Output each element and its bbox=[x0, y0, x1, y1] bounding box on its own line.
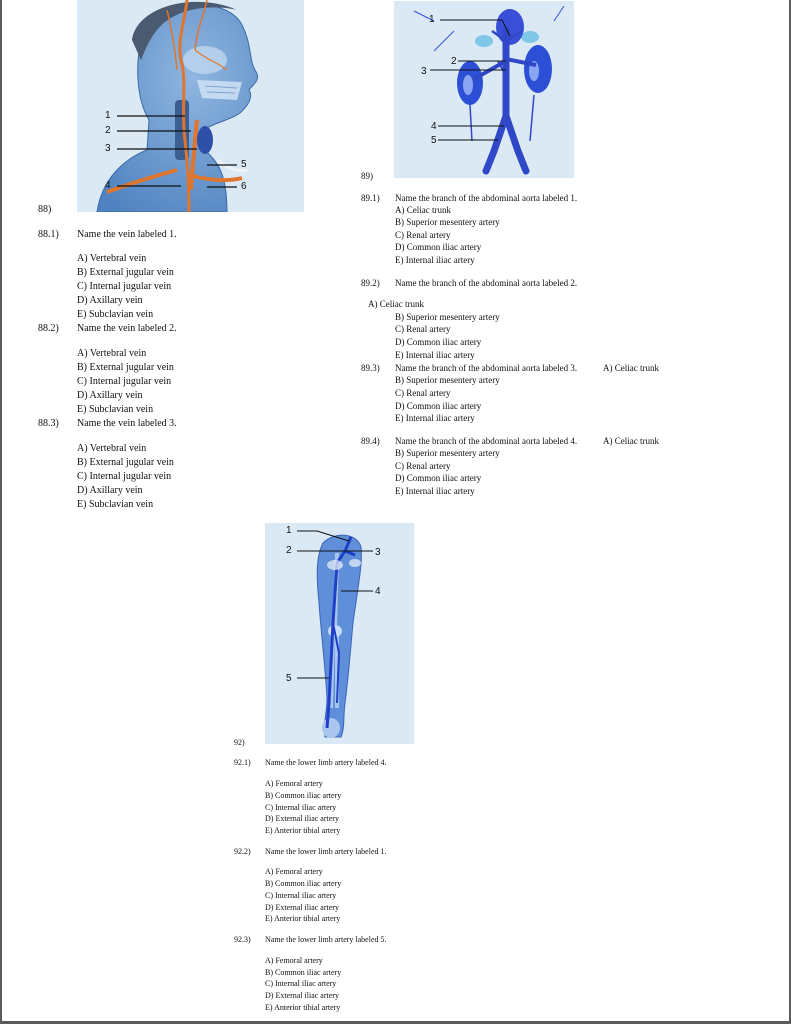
q88-3-id: 88.3) bbox=[38, 418, 59, 429]
q92-3-option-e[interactable]: E) Anterior tibial artery bbox=[265, 1003, 341, 1012]
q88-2-question: Name the vein labeled 2. bbox=[77, 323, 177, 334]
q88-2-option-b[interactable]: B) External jugular vein bbox=[77, 362, 174, 373]
q89-1-option-a[interactable]: A) Celiac trunk bbox=[395, 205, 451, 215]
head-neck-veins-figure bbox=[77, 0, 304, 212]
q89-4-id: 89.4) bbox=[361, 436, 380, 446]
fig92-label-1: 1 bbox=[286, 525, 292, 536]
q92-1-option-b[interactable]: B) Common iliac artery bbox=[265, 791, 342, 800]
q92-1-option-c[interactable]: C) Internal iliac artery bbox=[265, 803, 337, 812]
q92-1-option-a[interactable]: A) Femoral artery bbox=[265, 779, 323, 788]
q88-3-option-c[interactable]: C) Internal jugular vein bbox=[77, 471, 172, 482]
q89-3-id: 89.3) bbox=[361, 363, 380, 373]
q92-1-option-d[interactable]: D) External iliac artery bbox=[265, 814, 339, 823]
q88-number: 88) bbox=[38, 204, 52, 215]
q89-2-option-a[interactable]: A) Celiac trunk bbox=[368, 299, 424, 309]
q92-1-id: 92.1) bbox=[234, 758, 251, 767]
q89-4-option-a[interactable]: A) Celiac trunk bbox=[603, 436, 659, 446]
fig88-label-4: 4 bbox=[105, 180, 111, 191]
fig92-label-3: 3 bbox=[375, 547, 381, 558]
q88-1-option-a[interactable]: A) Vertebral vein bbox=[77, 253, 147, 264]
q92-1-option-e[interactable]: E) Anterior tibial artery bbox=[265, 826, 341, 835]
q92-2-option-e[interactable]: E) Anterior tibial artery bbox=[265, 914, 341, 923]
q92-2-option-d[interactable]: D) External iliac artery bbox=[265, 903, 339, 912]
q92-3-option-a[interactable]: A) Femoral artery bbox=[265, 956, 323, 965]
fig88-label-6: 6 bbox=[241, 181, 247, 192]
q88-2-option-c[interactable]: C) Internal jugular vein bbox=[77, 376, 172, 387]
q89-3-option-e[interactable]: E) Internal iliac artery bbox=[395, 413, 475, 423]
fig92-label-4: 4 bbox=[375, 586, 381, 597]
q89-1-id: 89.1) bbox=[361, 193, 380, 203]
fig92-label-2: 2 bbox=[286, 545, 292, 556]
q89-2-option-b[interactable]: B) Superior mesentery artery bbox=[395, 312, 500, 322]
q89-3-option-b[interactable]: B) Superior mesentery artery bbox=[395, 375, 500, 385]
q92-3-option-b[interactable]: B) Common iliac artery bbox=[265, 968, 342, 977]
q88-2-option-d[interactable]: D) Axillary vein bbox=[77, 390, 143, 401]
q89-2-option-c[interactable]: C) Renal artery bbox=[395, 324, 451, 334]
q89-1-option-e[interactable]: E) Internal iliac artery bbox=[395, 255, 475, 265]
fig88-label-1: 1 bbox=[105, 110, 111, 121]
q89-3-question: Name the branch of the abdominal aorta labeled 3. bbox=[395, 363, 578, 373]
q92-3-option-d[interactable]: D) External iliac artery bbox=[265, 991, 339, 1000]
q88-1-option-d[interactable]: D) Axillary vein bbox=[77, 295, 143, 306]
q89-2-option-e[interactable]: E) Internal iliac artery bbox=[395, 350, 475, 360]
q92-1-question: Name the lower limb artery labeled 4. bbox=[265, 758, 387, 767]
q92-2-question: Name the lower limb artery labeled 1. bbox=[265, 847, 387, 856]
q88-3-option-e[interactable]: E) Subclavian vein bbox=[77, 499, 154, 510]
fig92-label-5: 5 bbox=[286, 673, 292, 684]
q92-3-id: 92.3) bbox=[234, 935, 251, 944]
q88-1-option-b[interactable]: B) External jugular vein bbox=[77, 267, 174, 278]
lower-limb-arteries-figure bbox=[265, 523, 414, 744]
q89-3-option-a[interactable]: A) Celiac trunk bbox=[603, 363, 659, 373]
fig89-label-4: 4 bbox=[431, 121, 437, 132]
q89-4-option-d[interactable]: D) Common iliac artery bbox=[395, 473, 482, 483]
fig88-label-3: 3 bbox=[105, 143, 111, 154]
q88-1-id: 88.1) bbox=[38, 229, 59, 240]
q89-3-option-c[interactable]: C) Renal artery bbox=[395, 388, 451, 398]
q89-4-option-c[interactable]: C) Renal artery bbox=[395, 461, 451, 471]
abdominal-aorta-figure bbox=[394, 1, 574, 178]
q88-1-question: Name the vein labeled 1. bbox=[77, 229, 177, 240]
q92-2-id: 92.2) bbox=[234, 847, 251, 856]
q88-1-option-e[interactable]: E) Subclavian vein bbox=[77, 309, 154, 320]
q89-1-question: Name the branch of the abdominal aorta labeled 1. bbox=[395, 193, 578, 203]
q89-4-option-b[interactable]: B) Superior mesentery artery bbox=[395, 448, 500, 458]
fig89-label-3: 3 bbox=[421, 66, 427, 77]
q88-2-option-e[interactable]: E) Subclavian vein bbox=[77, 404, 154, 415]
q89-2-option-d[interactable]: D) Common iliac artery bbox=[395, 337, 482, 347]
q88-3-option-d[interactable]: D) Axillary vein bbox=[77, 485, 143, 496]
q89-1-option-c[interactable]: C) Renal artery bbox=[395, 230, 451, 240]
q89-2-question: Name the branch of the abdominal aorta labeled 2. bbox=[395, 278, 578, 288]
q89-1-option-b[interactable]: B) Superior mesentery artery bbox=[395, 217, 500, 227]
q88-3-option-a[interactable]: A) Vertebral vein bbox=[77, 443, 147, 454]
q92-2-option-a[interactable]: A) Femoral artery bbox=[265, 867, 323, 876]
q89-1-option-d[interactable]: D) Common iliac artery bbox=[395, 242, 482, 252]
q88-2-id: 88.2) bbox=[38, 323, 59, 334]
fig89-label-5: 5 bbox=[431, 135, 437, 146]
fig89-label-1: 1 bbox=[429, 14, 435, 25]
q88-2-option-a[interactable]: A) Vertebral vein bbox=[77, 348, 147, 359]
q92-3-option-c[interactable]: C) Internal iliac artery bbox=[265, 979, 337, 988]
q89-4-option-e[interactable]: E) Internal iliac artery bbox=[395, 486, 475, 496]
q92-2-option-b[interactable]: B) Common iliac artery bbox=[265, 879, 342, 888]
fig88-label-2: 2 bbox=[105, 125, 111, 136]
q88-1-option-c[interactable]: C) Internal jugular vein bbox=[77, 281, 172, 292]
q88-3-question: Name the vein labeled 3. bbox=[77, 418, 177, 429]
q89-number: 89) bbox=[361, 171, 373, 181]
q88-3-option-b[interactable]: B) External jugular vein bbox=[77, 457, 174, 468]
q89-2-id: 89.2) bbox=[361, 278, 380, 288]
fig89-label-2: 2 bbox=[451, 56, 457, 67]
q92-number: 92) bbox=[234, 738, 245, 747]
q89-4-question: Name the branch of the abdominal aorta labeled 4. bbox=[395, 436, 578, 446]
q92-2-option-c[interactable]: C) Internal iliac artery bbox=[265, 891, 337, 900]
fig88-label-5: 5 bbox=[241, 159, 247, 170]
q92-3-question: Name the lower limb artery labeled 5. bbox=[265, 935, 387, 944]
q89-3-option-d[interactable]: D) Common iliac artery bbox=[395, 401, 482, 411]
window-left-edge bbox=[0, 0, 2, 1024]
